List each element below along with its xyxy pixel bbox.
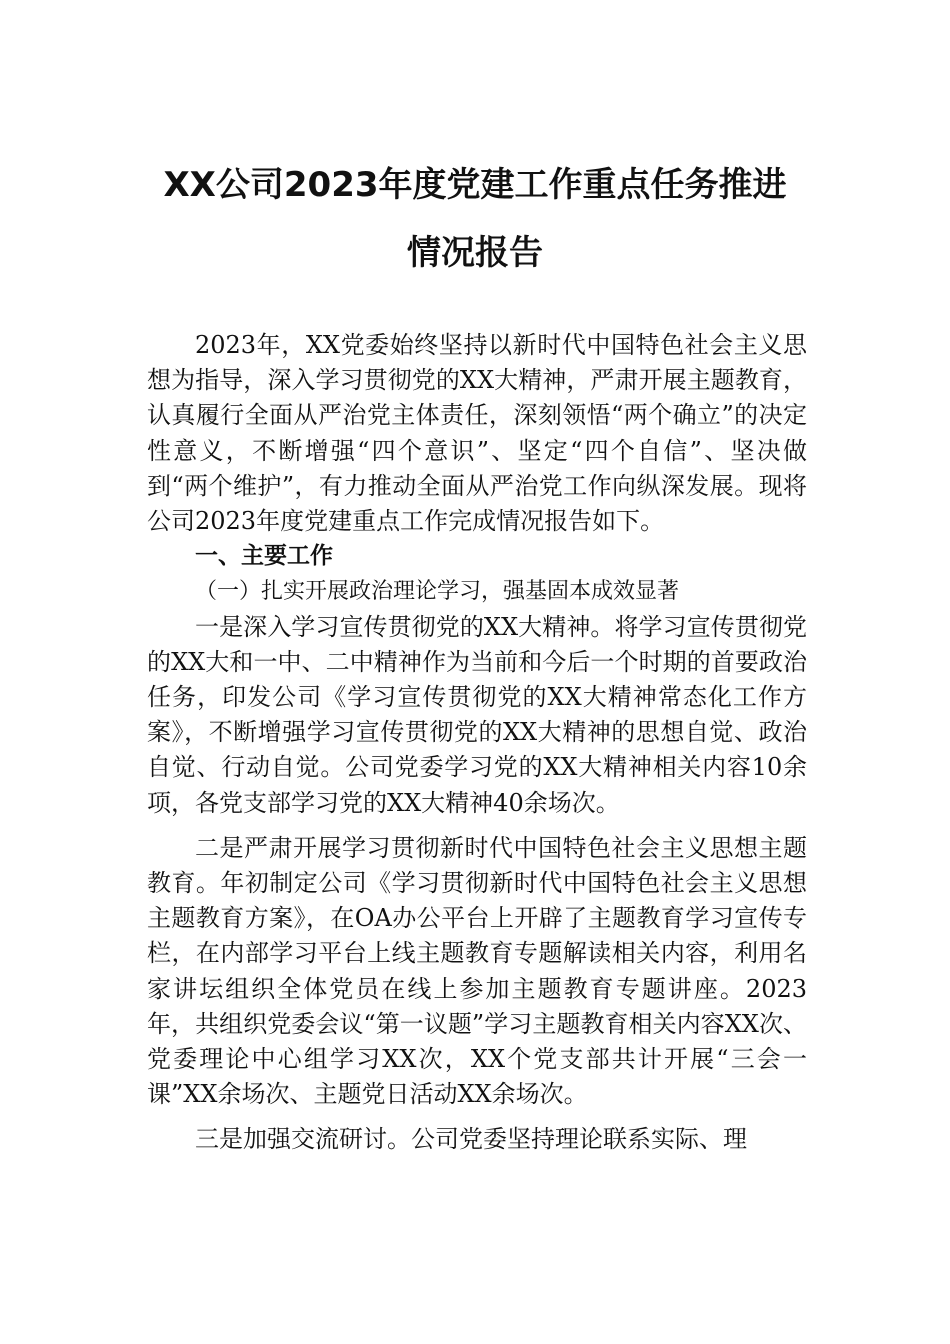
document-title-line-2: 情况报告 bbox=[407, 233, 543, 273]
document-body bbox=[147, 328, 807, 1158]
section-heading-main-work: 一、主要工作 bbox=[195, 543, 333, 570]
subsection-heading-theory-study: （一）扎实开展政治理论学习，强基固本成效显著 bbox=[195, 579, 680, 605]
paragraph-theme-education: 二是严肃开展学习贯彻新时代中国特色社会主义思想主题教育。年初制定公司《学习贯彻新时代中国特色社会主义思想主题教育方案》，在OA办公平台上开辟了主题教育学习宣传专栏，在内部学习平台上线主题教育专题解读相关内容，利用名家讲坛组织全体党员在线上参加主题教育专题讲座。2023年，共组织党委会议“第一议题”学习主题教育相关内容XX次、党委理论中心组学习XX次，XX个党支部共计开展“三会一课”XX余场次、主题党日活动XX余场次。 bbox=[147, 833, 807, 1109]
paragraph-study-spirit: 一是深入学习宣传贯彻党的XX大精神。将学习宣传贯彻党的XX大和一中、二中精神作为当前和今后一个时期的首要政治任务，印发公司《学习宣传贯彻党的XX大精神常态化工作方案》，不断增强学习宣传贯彻党的XX大精神的思想自觉、政治自觉、行动自觉。公司党委学习党的XX大精神相关内容10余项，各党支部学习党的XX大精神40余场次。 bbox=[147, 612, 807, 817]
paragraph-exchange-discussion: 三是加强交流研讨。公司党委坚持理论联系实际、理 bbox=[195, 1125, 747, 1154]
document-title-line-1: XX公司2023年度党建工作重点任务推进 bbox=[163, 165, 787, 205]
intro-paragraph: 2023年，XX党委始终坚持以新时代中国特色社会主义思想为指导，深入学习贯彻党的XX大精神，严肃开展主题教育，认真履行全面从严治党主体责任，深刻领悟“两个确立”的决定性意义，不断增强“四个意识”、坚定“四个自信”、坚决做到“两个维护”，有力推动全面从严治党工作向纵深发展。现将公司2023年度党建重点工作完成情况报告如下。 bbox=[147, 331, 807, 536]
